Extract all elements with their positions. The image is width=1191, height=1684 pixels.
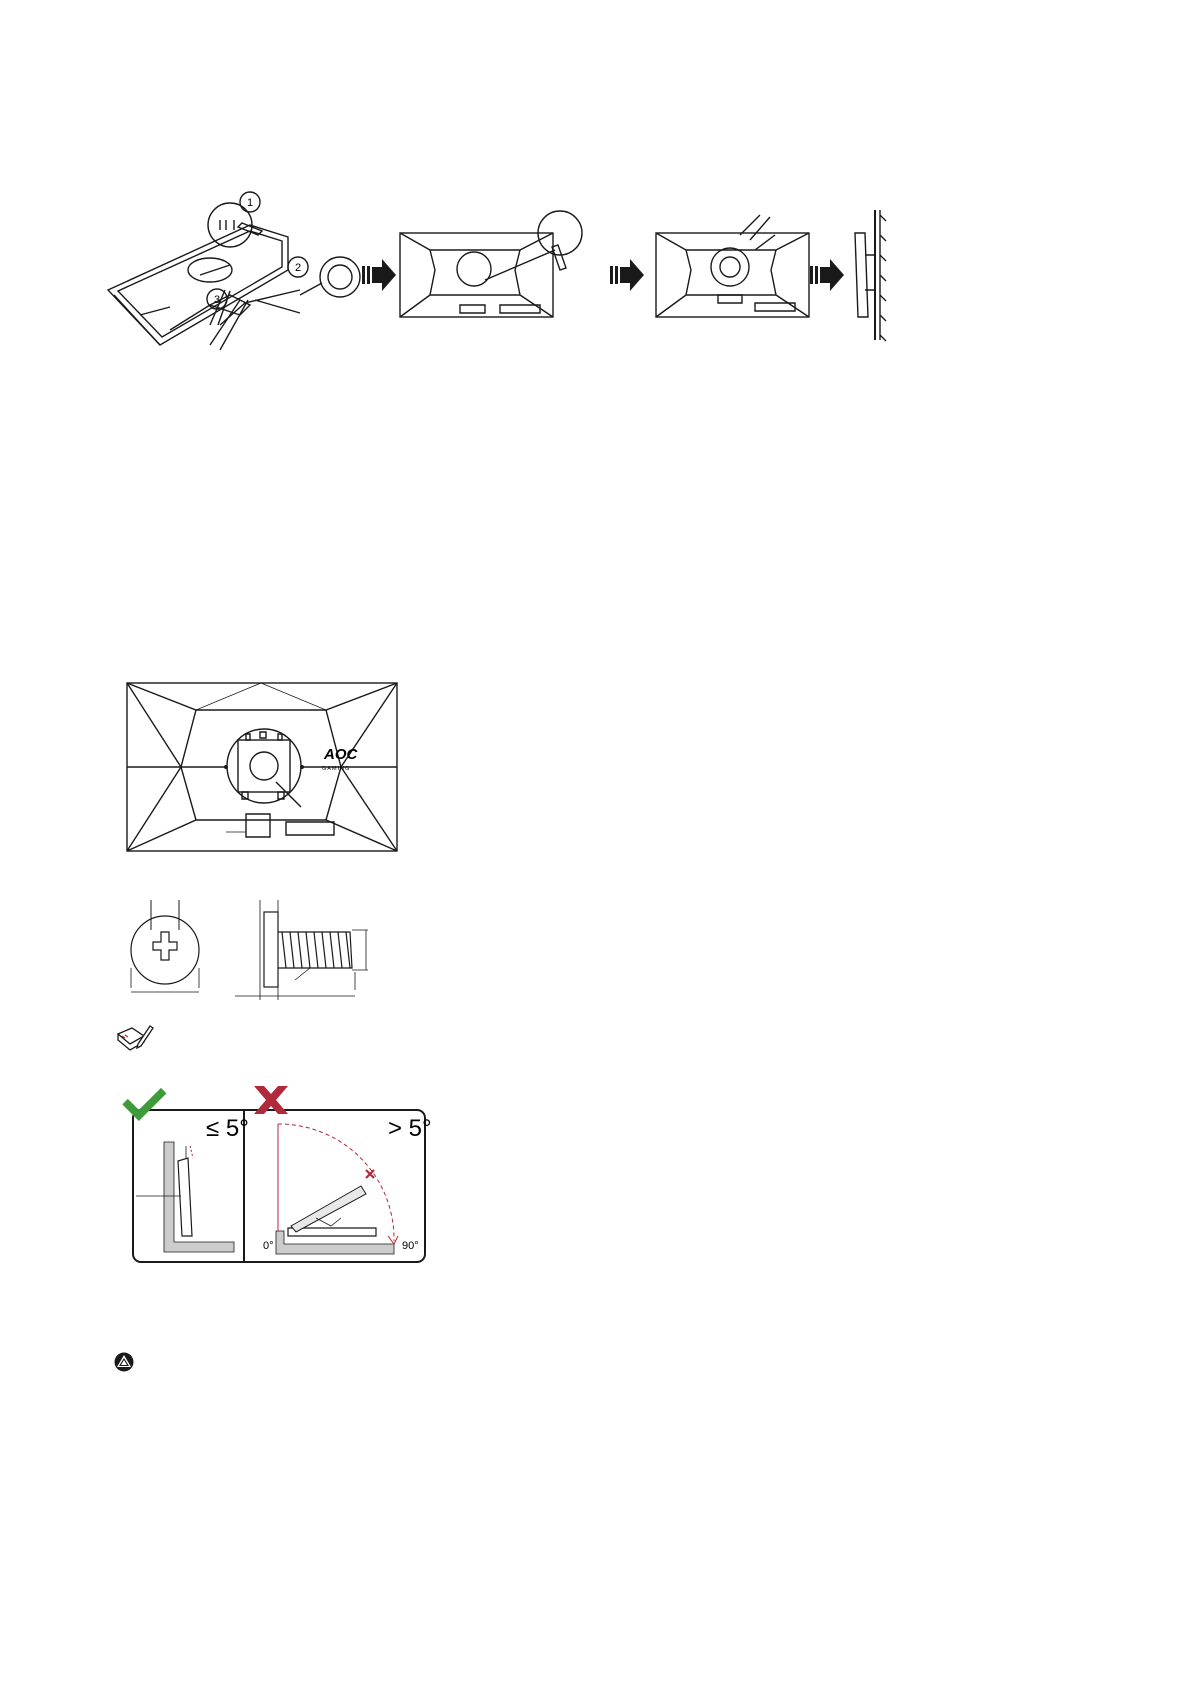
screw-svg	[130, 900, 400, 1000]
allowed-panel	[136, 1115, 249, 1252]
aoc-logo-sub: GAMING	[322, 766, 351, 772]
step-1-label: 1	[246, 197, 254, 209]
arrow-2	[610, 259, 644, 291]
arrow-3	[810, 259, 844, 291]
note-icon	[116, 1024, 154, 1054]
angle-min-label: 0°	[263, 1240, 274, 1252]
monitor-on-wall	[855, 210, 886, 341]
monitor-back-diagram	[126, 682, 398, 854]
warning-icon	[114, 1352, 134, 1372]
arrow-1	[362, 259, 396, 291]
tilt-diagram	[126, 1086, 431, 1266]
allowed-angle: ≤ 5°	[206, 1115, 249, 1142]
disallowed-angle: > 5°	[388, 1115, 432, 1142]
aoc-logo: AOC	[324, 746, 358, 763]
angle-max-label: 90°	[402, 1240, 419, 1252]
monitor-back-svg	[126, 682, 398, 854]
stand-removal-illustration	[108, 203, 360, 350]
monitor-back-neck	[400, 211, 582, 317]
step-3-label: 3	[213, 294, 221, 306]
top-sequence	[100, 195, 980, 375]
monitor-back-vesa	[656, 215, 809, 317]
tilt-svg	[126, 1086, 431, 1266]
check-icon	[122, 1088, 166, 1121]
disallowed-panel	[263, 1115, 432, 1254]
step-2-label: 2	[294, 262, 302, 274]
wall-mount-sequence-diagram	[100, 195, 980, 375]
screw-diagram	[130, 900, 400, 1000]
